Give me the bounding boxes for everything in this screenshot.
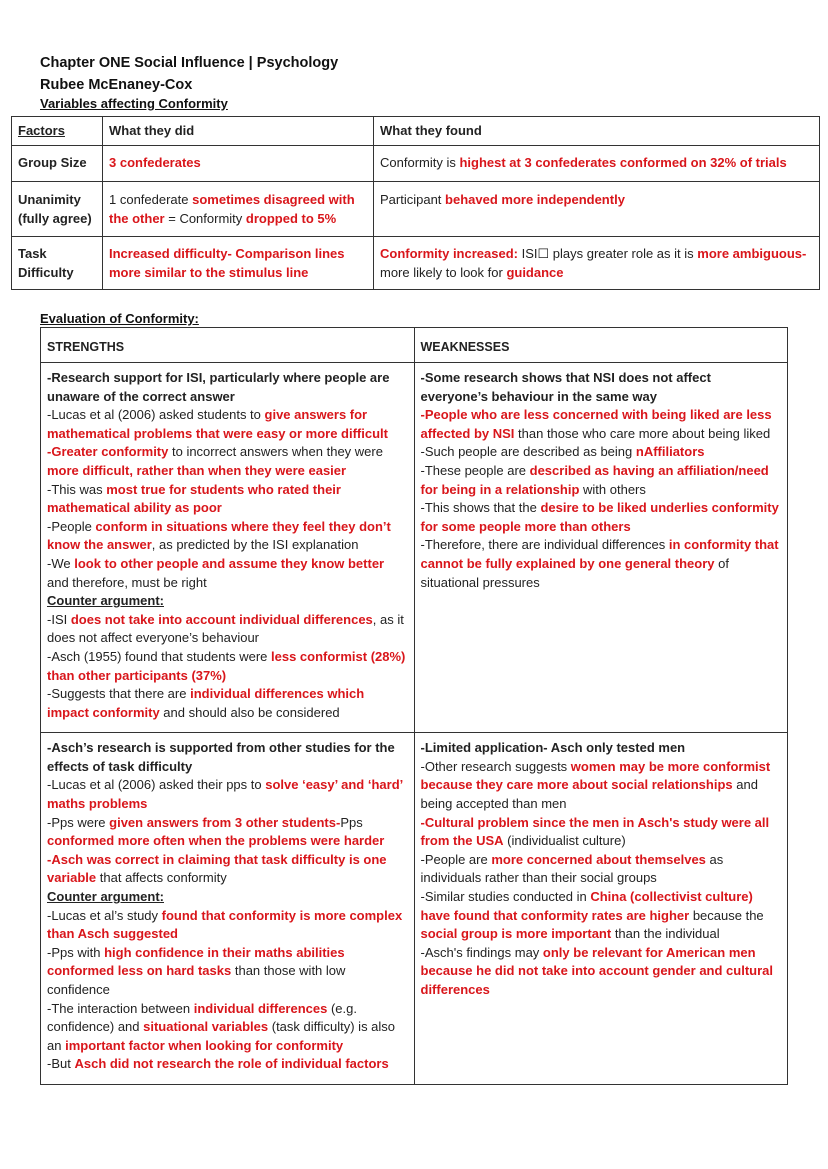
text-run: and should also be considered [159, 704, 340, 720]
text-run: and being accepted than men [420, 777, 758, 812]
text-run: -Greater conformity [47, 444, 169, 460]
text-run: Counter argument: [47, 593, 164, 609]
text-run: dropped to 5% [245, 210, 337, 226]
text-run: women may be more conformist because they care more about social relationships [420, 758, 771, 793]
text-run: individual differences [193, 1000, 328, 1016]
text-run: -Other research suggests [420, 758, 571, 774]
text-run: only be relevant for American men because he did not take into account gender and cultural differences [420, 944, 774, 997]
text-run: (individualist culture) [503, 833, 626, 849]
text-run: sometimes disagreed with the other [109, 192, 355, 226]
text-run: behaved more independently [445, 192, 625, 207]
text-run: with others [579, 481, 646, 497]
text-run: Participant [380, 192, 446, 207]
text-run: more likely to look for [380, 264, 507, 280]
found-cell [374, 237, 820, 290]
text-run: conformed more often when the problems were harder [47, 833, 385, 849]
text-run: -Pps were [47, 814, 110, 830]
row-task-difficulty [12, 237, 820, 290]
factor-cell: Task Difficulty [12, 237, 103, 290]
found-cell [374, 146, 820, 182]
header-what-they-did: What they did [103, 117, 374, 146]
factor-cell: Group Size [12, 146, 103, 182]
text-run: more concerned about themselves [491, 851, 706, 867]
text-run: more difficult, rather than when they were easier [47, 462, 347, 478]
text-run: does not take into account individual differences [70, 611, 373, 627]
text-run: -Research support for ISI, particularly where people are unaware of the correct answer [47, 370, 390, 404]
text-run: -Asch (1955) found that students were [47, 648, 272, 664]
text-run: to incorrect answers when they were [168, 444, 383, 460]
evaluation-row-1 [41, 363, 788, 733]
text-run: Counter argument: [47, 889, 164, 905]
text-run: -People are [420, 851, 492, 867]
text-run: 1 confederate [109, 192, 193, 207]
text-run: -Cultural problem since the men in Asch's study were all from the USA [420, 814, 770, 849]
text-run: most true for students who rated their mathematical ability as poor [47, 481, 341, 516]
header-what-they-found: What they found [374, 117, 820, 146]
text-run: -We [47, 555, 75, 571]
text-run: Increased difficulty- Comparison lines more similar to the stimulus line [109, 246, 345, 280]
text-run: -Limited application- Asch only tested men [420, 740, 686, 756]
evaluation-row-2 [41, 733, 788, 1085]
weaknesses-header: WEAKNESSES [414, 328, 788, 363]
text-run: of situational pressures [420, 555, 729, 590]
text-run: (task difficulty) is also an [47, 1019, 396, 1053]
row-group-size [12, 146, 820, 182]
document-title: Chapter ONE Social Influence | Psychology [40, 55, 339, 71]
text-run: than those with low confidence [47, 963, 346, 997]
text-run: than the individual [611, 926, 720, 942]
text-run: -Pps with [47, 944, 105, 960]
text-run: conform in situations where they feel they don’t know the answer [47, 518, 391, 553]
text-run: highest at 3 confederates conformed on 32% of trials [459, 155, 787, 171]
text-run: -Suggests that there are [47, 686, 191, 702]
text-run: -This shows that the [420, 500, 541, 516]
text-run: ISI☐ plays greater role as it is [517, 246, 698, 261]
did-cell [103, 182, 374, 237]
did-cell [103, 237, 374, 290]
text-run: -Asch’s research is supported from other studies for the effects of task difficulty [47, 740, 395, 774]
author-name: Rubee McEnaney-Cox [40, 77, 193, 93]
text-run: give answers for mathematical problems that were easy or more difficult [47, 407, 388, 441]
text-run: social group is more important [420, 926, 612, 942]
text-run: , as it does not affect everyone’s behaviour [47, 611, 404, 646]
variables-header-row [12, 117, 820, 146]
text-run: and therefore, must be right [47, 574, 207, 590]
text-run: look to other people and assume they know better [74, 555, 385, 571]
text-run: -Such people are described as being [420, 444, 636, 460]
text-run: than those who care more about being liked [514, 425, 771, 441]
text-run: , as predicted by the ISI explanation [151, 537, 359, 553]
text-run: -Some research shows that NSI does not affect everyone’s behaviour in the same way [420, 370, 711, 404]
strength-isi-research [41, 363, 415, 733]
text-run: Conformity is [380, 155, 460, 171]
text-run: more ambiguous- [697, 246, 807, 261]
text-run: given answers from 3 other students- [109, 814, 341, 830]
text-run: high confidence in their maths abilities conformed less on hard tasks [47, 944, 345, 979]
weakness-limited-application [414, 733, 788, 1085]
evaluation-header-row [41, 328, 788, 363]
text-run: -People who are less concerned with being liked are less affected by NSI [420, 407, 772, 441]
strength-task-difficulty [41, 733, 415, 1085]
text-run: -The interaction between [47, 1000, 194, 1016]
text-run: -ISI [47, 611, 71, 627]
section-heading: Variables affecting Conformity [40, 96, 228, 111]
text-run: -These people are [420, 462, 530, 478]
text-run: nAffiliators [635, 444, 705, 460]
text-run: in conformity that cannot be fully explained by one general theory [420, 537, 779, 571]
text-run: -Lucas et al (2006) asked students to [47, 407, 265, 423]
evaluation-heading: Evaluation of Conformity: [40, 311, 199, 326]
text-run: -Therefore, there are individual differences [420, 537, 669, 553]
text-run: -This was [47, 481, 107, 497]
text-run: -Similar studies conducted in [420, 889, 591, 905]
text-run: -But [47, 1056, 75, 1072]
header-factors: Factors [12, 117, 103, 146]
text-run: individual differences which impact conformity [47, 686, 365, 720]
text-run: found that conformity is more complex than Asch suggested [47, 907, 403, 942]
text-run: -Asch's findings may [420, 944, 543, 960]
text-run: = Conformity [164, 210, 246, 226]
text-run: described as having an affiliation/need for being in a relationship [420, 462, 769, 497]
text-run: -Lucas et al’s study [47, 907, 162, 923]
text-run: as individuals rather than their social groups [420, 851, 724, 886]
text-run: 3 confederates [109, 155, 201, 171]
text-run: situational variables [143, 1019, 269, 1035]
strengths-header: STRENGTHS [41, 328, 415, 363]
did-cell [103, 146, 374, 182]
weakness-nsi-research [414, 363, 788, 733]
text-run: -Lucas et al (2006) asked their pps to [47, 777, 266, 793]
found-cell [374, 182, 820, 237]
document-header [40, 52, 338, 112]
text-run: (e.g. confidence) and [47, 1000, 357, 1035]
text-run: -Asch was correct in claiming that task difficulty is one variable [47, 851, 387, 886]
text-run: solve ‘easy’ and ‘hard’ maths problems [47, 777, 403, 812]
text-run: that affects conformity [96, 870, 227, 886]
variables-table [11, 116, 820, 290]
factor-cell: Unanimity (fully agree) [12, 182, 103, 237]
text-run: because the [689, 907, 764, 923]
text-run: important factor when looking for conformity [65, 1037, 344, 1053]
row-unanimity [12, 182, 820, 237]
text-run: Pps [340, 814, 363, 830]
evaluation-table [40, 327, 788, 1085]
text-run: China (collectivist culture) have found that conformity rates are higher [420, 889, 753, 923]
text-run: -People [47, 518, 96, 534]
text-run: desire to be liked underlies conformity for some people more than others [420, 500, 779, 534]
text-run: Conformity increased: [380, 246, 518, 261]
text-run: guidance [506, 264, 564, 280]
text-run: less conformist (28%) than other participants (37%) [47, 648, 406, 683]
text-run: Asch did not research the role of individual factors [74, 1056, 389, 1072]
